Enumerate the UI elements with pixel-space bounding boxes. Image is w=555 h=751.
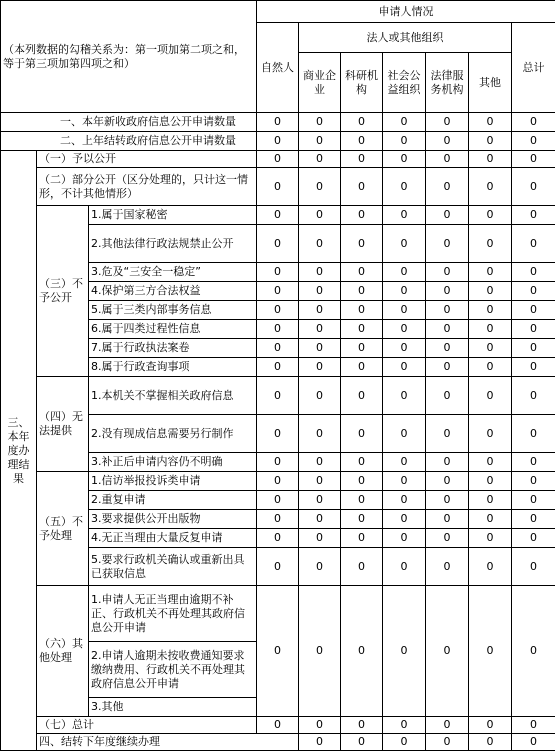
table-row [1,151,555,168]
group3-value: 0 [469,206,512,225]
row-carry-value: 0 [341,132,383,151]
group5-value: 0 [341,548,383,586]
group5-item-label: 2.重复申请 [89,491,257,510]
group3-value: 0 [383,225,426,263]
group3-value: 0 [341,225,383,263]
group5-value: 0 [257,491,299,510]
group5-value: 0 [512,491,555,510]
group5-value: 0 [299,548,341,586]
group4-value: 0 [469,377,512,415]
row-new-value: 0 [257,113,299,132]
group3-value: 0 [299,339,341,358]
group4-value: 0 [469,415,512,453]
group5-value: 0 [512,548,555,586]
group3-value: 0 [257,301,299,320]
r37-label: （七）总计 [37,717,257,734]
group5-value: 0 [512,472,555,491]
group3-value: 0 [512,320,555,339]
group4-item-label: 1.本机关不掌握相关政府信息 [89,377,257,415]
group3-value: 0 [383,263,426,282]
group4-value: 0 [299,415,341,453]
group3-value: 0 [426,320,469,339]
group5-value: 0 [469,472,512,491]
group5-value: 0 [341,491,383,510]
group3-value: 0 [469,358,512,377]
group6-label: （六）其他处理 [37,586,89,717]
group5-value: 0 [383,529,426,548]
group6-value: 0 [426,586,469,717]
group3-value: 0 [426,206,469,225]
r32-value: 0 [299,168,341,206]
group5-value: 0 [426,548,469,586]
group6-value: 0 [299,586,341,717]
row-carry-value: 0 [383,132,426,151]
group4-value: 0 [341,415,383,453]
group5-value: 0 [469,548,512,586]
row-new-value: 0 [383,113,426,132]
group3-value: 0 [383,282,426,301]
group3-item-label: 4.保护第三方合法权益 [89,282,257,301]
group3-value: 0 [426,339,469,358]
group3-value: 0 [469,282,512,301]
group3-item-label: 1.属于国家秘密 [89,206,257,225]
group3-item-label: 7.属于行政执法案卷 [89,339,257,358]
group6-value: 0 [257,586,299,717]
r31-value: 0 [257,151,299,168]
group4-value: 0 [512,415,555,453]
group4-value: 0 [257,415,299,453]
group3-value: 0 [512,263,555,282]
group5-value: 0 [341,529,383,548]
group5-value: 0 [257,548,299,586]
group5-item-label: 4.无正当理由大量反复申请 [89,529,257,548]
group3-value: 0 [383,206,426,225]
header-total: 总计 [512,23,555,113]
group3-value: 0 [341,206,383,225]
group3-value: 0 [299,263,341,282]
group4-value: 0 [426,377,469,415]
group5-value: 0 [341,472,383,491]
header-applicant-situation: 申请人情况 [257,1,555,23]
header-commercial: 商业企业 [299,53,341,113]
group5-value: 0 [299,472,341,491]
group3-value: 0 [469,320,512,339]
group5-value: 0 [426,510,469,529]
group3-value: 0 [299,320,341,339]
table-row [1,377,555,415]
group3-value: 0 [257,206,299,225]
group4-value: 0 [341,453,383,472]
group4-value: 0 [383,415,426,453]
group5-value: 0 [469,510,512,529]
group4-value: 0 [512,377,555,415]
table-row [1,472,555,491]
table-row [1,717,555,734]
group6-value: 0 [469,586,512,717]
r32-value: 0 [341,168,383,206]
group3-value: 0 [512,206,555,225]
group3-value: 0 [512,301,555,320]
table-row [1,113,555,132]
group3-value: 0 [512,225,555,263]
group5-value: 0 [299,510,341,529]
group3-value: 0 [512,358,555,377]
group3-value: 0 [383,339,426,358]
group4-item-label: 3.补正后申请内容仍不明确 [89,453,257,472]
r31-value: 0 [383,151,426,168]
row-new-value: 0 [299,113,341,132]
group3-value: 0 [341,301,383,320]
group4-value: 0 [299,377,341,415]
group3-value: 0 [299,301,341,320]
group6-item-label: 3.其他 [89,698,257,717]
group5-value: 0 [257,510,299,529]
group4-item-label: 2.没有现成信息需要另行制作 [89,415,257,453]
row-new-value: 0 [341,113,383,132]
group3-item-label: 8.属于行政查询事项 [89,358,257,377]
group3-value: 0 [299,282,341,301]
group3-value: 0 [299,225,341,263]
group4-value: 0 [512,453,555,472]
group3-label: （三）不予公开 [37,206,89,377]
group5-value: 0 [257,529,299,548]
header-natural-person: 自然人 [257,23,299,113]
group3-value: 0 [426,358,469,377]
group3-value: 0 [469,301,512,320]
r32-value: 0 [257,168,299,206]
r31-value: 0 [426,151,469,168]
r31-value: 0 [299,151,341,168]
group5-value: 0 [257,472,299,491]
group3-value: 0 [383,358,426,377]
section3-label: 三、本年度办理结果 [1,151,37,751]
r32-value: 0 [426,168,469,206]
row-next-value: 0 [341,734,383,751]
group3-value: 0 [257,282,299,301]
group5-value: 0 [383,491,426,510]
group5-value: 0 [383,548,426,586]
group5-value: 0 [512,529,555,548]
group3-value: 0 [469,225,512,263]
table-row [1,586,555,642]
r32-label: （二）部分公开（区分处理的，只计这一情形，不计其他情形） [37,168,257,206]
group4-value: 0 [341,377,383,415]
row-next-value: 0 [512,734,555,751]
group6-value: 0 [512,586,555,717]
group5-value: 0 [341,510,383,529]
group4-value: 0 [426,415,469,453]
r37-value: 0 [257,717,299,734]
r37-value: 0 [469,717,512,734]
r31-value: 0 [469,151,512,168]
group3-value: 0 [469,339,512,358]
group4-value: 0 [299,453,341,472]
row-next-value: 0 [383,734,426,751]
row-carry-value: 0 [512,132,555,151]
group3-value: 0 [469,263,512,282]
group5-value: 0 [469,529,512,548]
table-row [1,132,555,151]
group5-value: 0 [426,472,469,491]
r37-value: 0 [299,717,341,734]
group4-value: 0 [257,453,299,472]
group3-value: 0 [426,225,469,263]
row-carry-label: 二、上年结转政府信息公开申请数量 [1,132,257,151]
r31-value: 0 [512,151,555,168]
group5-value: 0 [426,491,469,510]
group3-value: 0 [299,206,341,225]
header-legal-services: 法律服务机构 [426,53,469,113]
row-carry-value: 0 [426,132,469,151]
header-research: 科研机构 [341,53,383,113]
row-new-label: 一、本年新收政府信息公开申请数量 [1,113,257,132]
group3-item-label: 3.危及“三安全一稳定” [89,263,257,282]
group3-value: 0 [341,320,383,339]
group3-value: 0 [512,339,555,358]
group4-label: （四）无法提供 [37,377,89,472]
group5-value: 0 [426,529,469,548]
group3-value: 0 [383,320,426,339]
group3-value: 0 [341,339,383,358]
group3-item-label: 6.属于四类过程性信息 [89,320,257,339]
group6-item-label: 1.申请人无正当理由逾期不补正、行政机关不再处理其政府信息公开申请 [89,586,257,642]
group3-value: 0 [257,320,299,339]
group5-label: （五）不予处理 [37,472,89,586]
group6-value: 0 [383,586,426,717]
r37-value: 0 [383,717,426,734]
group3-value: 0 [257,358,299,377]
group3-value: 0 [426,301,469,320]
group4-value: 0 [383,453,426,472]
r32-value: 0 [512,168,555,206]
table-row [1,734,555,751]
group3-value: 0 [341,358,383,377]
row-new-value: 0 [469,113,512,132]
group3-value: 0 [512,282,555,301]
row-new-value: 0 [512,113,555,132]
group5-value: 0 [512,510,555,529]
r32-value: 0 [383,168,426,206]
row-carry-value: 0 [299,132,341,151]
group3-value: 0 [257,225,299,263]
header-other: 其他 [469,53,512,113]
row-next-value: 0 [426,734,469,751]
group5-item-label: 3.要求提供公开出版物 [89,510,257,529]
r31-value: 0 [341,151,383,168]
header-note: （本列数据的勾稽关系为：第一项加第二项之和，等于第三项加第四项之和） [1,1,257,113]
group4-value: 0 [469,453,512,472]
group3-value: 0 [426,282,469,301]
group3-item-label: 2.其他法律行政法规禁止公开 [89,225,257,263]
row-next-value: 0 [469,734,512,751]
group6-item-label: 2.申请人逾期未按收费通知要求缴纳费用、行政机关不再处理其政府信息公开申请 [89,642,257,698]
group3-value: 0 [257,339,299,358]
table-body [1,1,555,751]
r32-value: 0 [469,168,512,206]
r37-value: 0 [426,717,469,734]
table-row [1,168,555,206]
row-new-value: 0 [426,113,469,132]
group3-value: 0 [383,301,426,320]
group3-item-label: 5.属于三类内部事务信息 [89,301,257,320]
row-carry-value: 0 [469,132,512,151]
group3-value: 0 [341,263,383,282]
group5-value: 0 [299,491,341,510]
group4-value: 0 [383,377,426,415]
row-next-label: 四、结转下年度继续办理 [37,734,299,751]
group3-value: 0 [426,263,469,282]
group5-value: 0 [383,472,426,491]
header-social-welfare: 社会公益组织 [383,53,426,113]
group3-value: 0 [299,358,341,377]
r31-label: （一）予以公开 [37,151,257,168]
group3-value: 0 [341,282,383,301]
group6-value: 0 [341,586,383,717]
header-legal-entity: 法人或其他组织 [299,23,512,53]
row-carry-value: 0 [257,132,299,151]
group4-value: 0 [426,453,469,472]
row-next-value: 0 [299,734,341,751]
r37-value: 0 [512,717,555,734]
r37-value: 0 [341,717,383,734]
group5-value: 0 [469,491,512,510]
table-row [1,206,555,225]
group3-value: 0 [257,263,299,282]
group5-item-label: 5.要求行政机关确认或重新出具已获取信息 [89,548,257,586]
group5-value: 0 [299,529,341,548]
group5-value: 0 [383,510,426,529]
group4-value: 0 [257,377,299,415]
group5-item-label: 1.信访举报投诉类申请 [89,472,257,491]
